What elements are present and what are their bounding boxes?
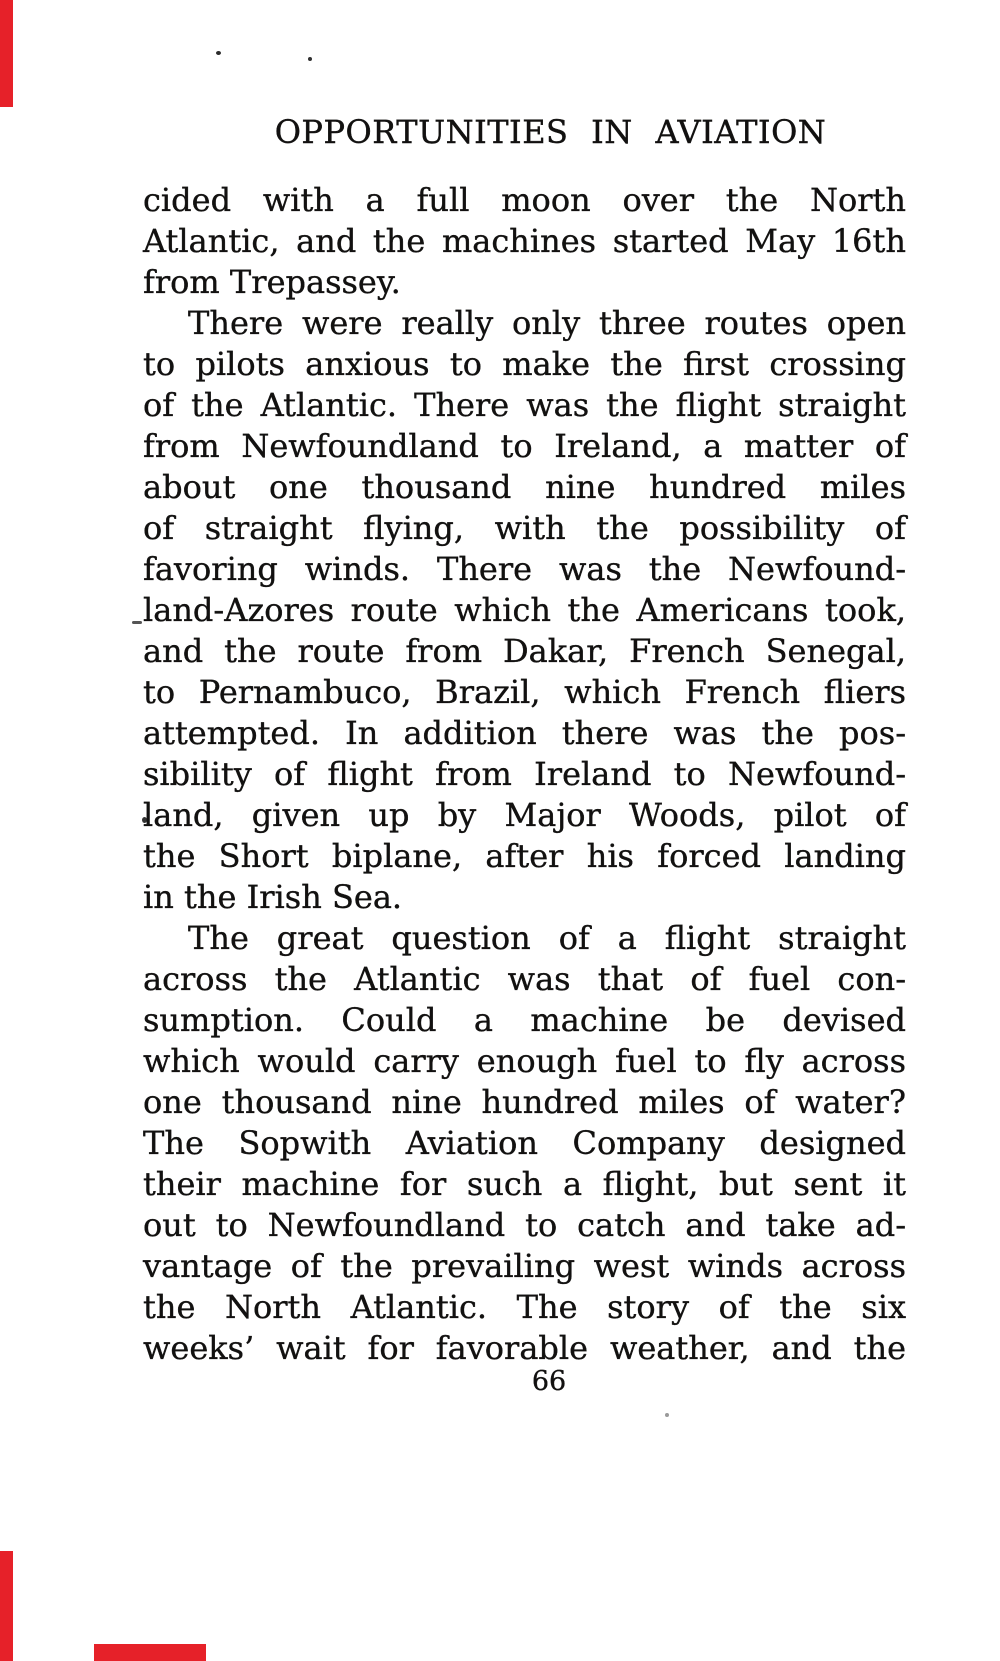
text-line: one thousand nine hundred miles of water? [143, 1083, 906, 1121]
text-line: attempted. In addition there was the pos- [143, 714, 906, 752]
text-line: Atlantic, and the machines started May 16th [143, 222, 906, 260]
ink-speck [665, 1413, 669, 1417]
text-line: weeks’ wait for favorable weather, and the [143, 1329, 906, 1367]
ink-speck [308, 57, 312, 61]
text-line: of straight flying, with the possibility of [143, 509, 906, 547]
text-line: land-Azores route which the Americans took, [143, 591, 906, 629]
text-line: the Short biplane, after his forced landing [143, 837, 906, 875]
text-line: their machine for such a flight, but sent it [143, 1165, 906, 1203]
scan-red-mark-top-left [0, 0, 13, 107]
scan-red-mark-bottom-left [0, 1551, 13, 1661]
body-text [143, 180, 906, 1369]
text-line: of the Atlantic. There was the flight straight [143, 386, 906, 424]
text-line: out to Newfoundland to catch and take ad- [143, 1206, 906, 1244]
text-line: across the Atlantic was that of fuel con- [143, 960, 906, 998]
text-line: to Pernambuco, Brazil, which French fliers [143, 673, 906, 711]
text-line: from Trepassey. [143, 263, 401, 301]
text-line: land, given up by Major Woods, pilot of [143, 796, 906, 834]
text-line: from Newfoundland to Ireland, a matter of [143, 427, 906, 465]
text-line: to pilots anxious to make the first crossing [143, 345, 906, 383]
page-number: 66 [531, 1366, 567, 1397]
running-head-title: OPPORTUNITIES IN AVIATION [274, 113, 827, 151]
text-line: the North Atlantic. The story of the six [143, 1288, 906, 1326]
text-line: sibility of flight from Ireland to Newfound- [143, 755, 906, 793]
text-line: which would carry enough fuel to fly across [143, 1042, 906, 1080]
text-line: cided with a full moon over the North [143, 181, 906, 219]
text-line: The great question of a flight straight [188, 919, 906, 957]
text-line: favoring winds. There was the Newfound- [143, 550, 906, 588]
text-line: about one thousand nine hundred miles [143, 468, 906, 506]
ink-speck [216, 51, 221, 55]
margin-mark [132, 621, 142, 624]
text-line: and the route from Dakar, French Senegal, [143, 632, 906, 670]
text-line: sumption. Could a machine be devised [143, 1001, 906, 1039]
text-line: There were really only three routes open [188, 304, 906, 342]
text-line: vantage of the prevailing west winds across [143, 1247, 906, 1285]
text-line: The Sopwith Aviation Company designed [143, 1124, 906, 1162]
scan-red-mark-bottom-horizontal [94, 1644, 206, 1661]
text-line: in the Irish Sea. [143, 878, 403, 916]
